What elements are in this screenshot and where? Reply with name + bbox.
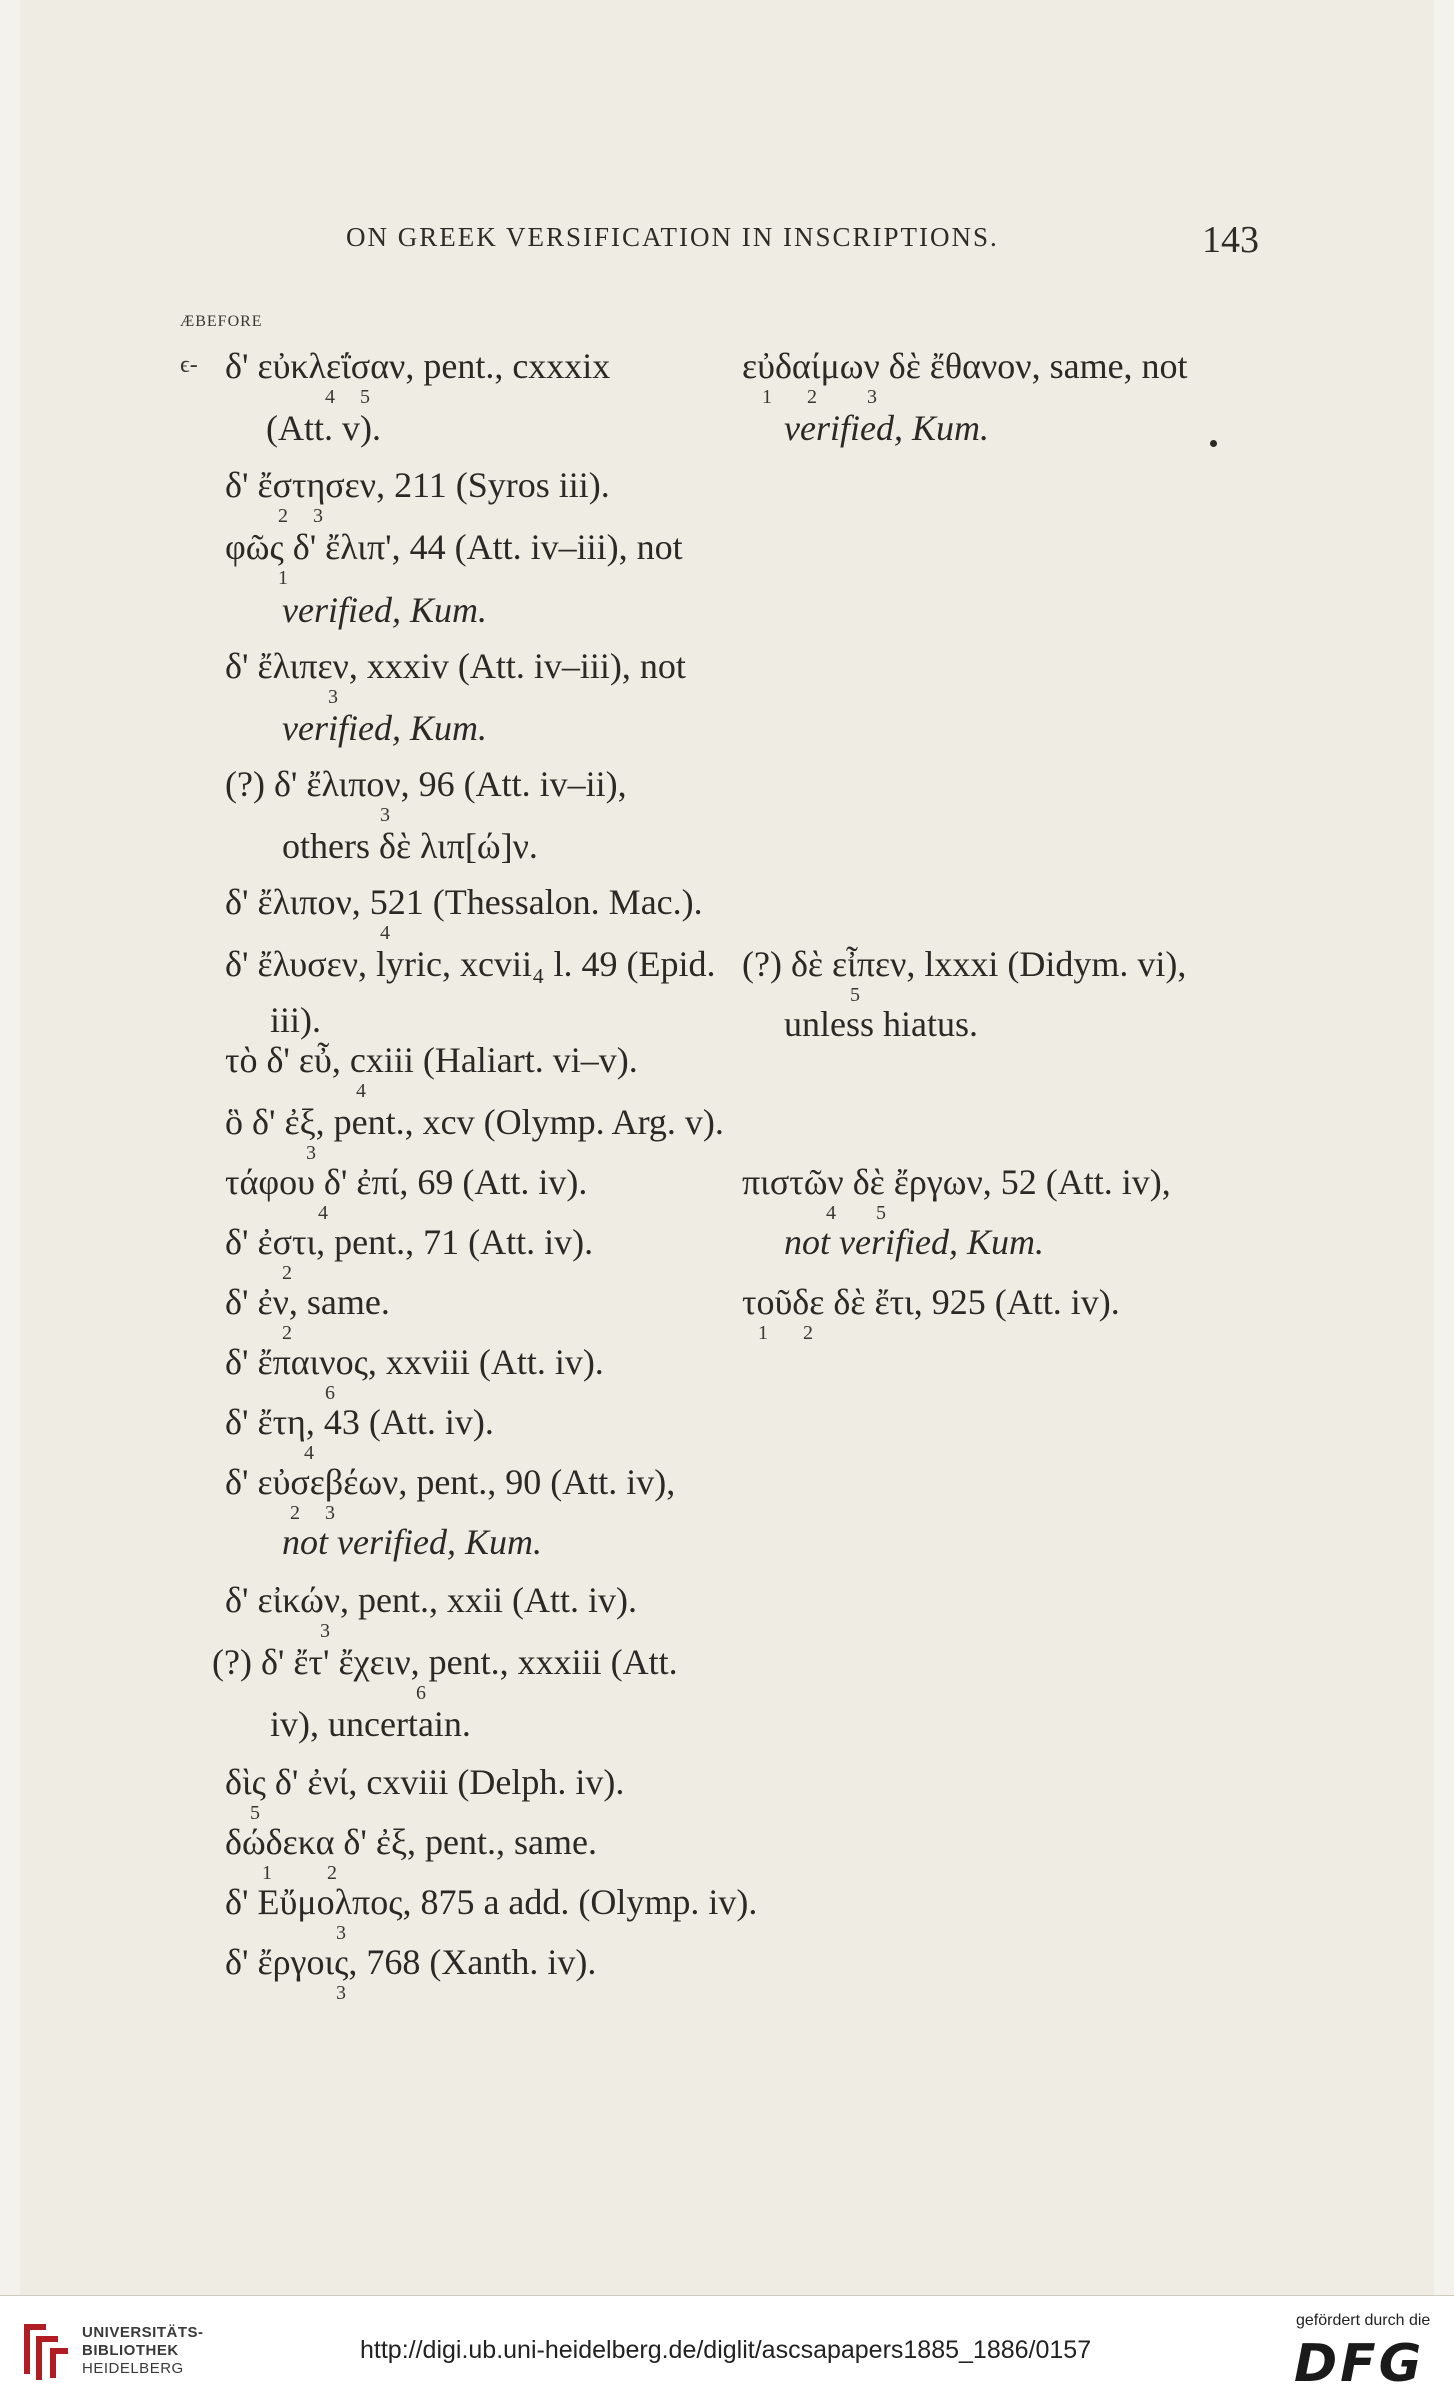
- entry-numbers: 2 3: [278, 505, 323, 527]
- entry-numbers: 4: [356, 1080, 366, 1102]
- entry-numbers: 4: [318, 1202, 328, 1224]
- library-name: [82, 2324, 204, 2378]
- scanned-page: [20, 0, 1434, 2295]
- entry-numbers: 1 2 3: [762, 386, 877, 408]
- footer-bar: [0, 2295, 1454, 2406]
- entry-numbers: 1: [278, 567, 288, 589]
- entry-line: δ' ἔτη, 43 (Att. iv).: [225, 1402, 494, 1442]
- entry-numbers: 4 5: [325, 386, 370, 408]
- university-library-logo-icon: [16, 2318, 74, 2384]
- entry-line: δ' ἐν, same.: [225, 1282, 390, 1322]
- entry-line: τοῦδε δὲ ἔτι, 925 (Att. iv).: [742, 1282, 1120, 1322]
- page-number: 143: [1202, 219, 1259, 261]
- entry-line: not verified, Kum.: [784, 1222, 1044, 1262]
- entry-numbers: 2: [282, 1322, 292, 1344]
- entry-numbers: 4 5: [826, 1202, 886, 1224]
- entry-line: δ' ἔστησεν, 211 (Syros iii).: [225, 465, 610, 505]
- entry-numbers: 3: [336, 1982, 346, 2004]
- ink-speck: [1210, 440, 1217, 447]
- margin-note: ÆBEFORE: [180, 313, 263, 330]
- entry-line: unless hiatus.: [784, 1004, 978, 1044]
- source-url-link[interactable]: http://digi.ub.uni-heidelberg.de/diglit/ascsapapers1885_1886/0157: [360, 2336, 1092, 2364]
- entry-numbers: 2 3: [290, 1502, 335, 1524]
- entry-line: ὃ δ' ἐξ, pent., xcv (Olymp. Arg. v).: [225, 1102, 724, 1142]
- entry-line: δώδεκα δ' ἐξ, pent., same.: [225, 1822, 597, 1862]
- entry-numbers: 3: [336, 1922, 346, 1944]
- entry-numbers: 4: [380, 922, 390, 944]
- entry-line: δ' εὐσεβέων, pent., 90 (Att. iv),: [225, 1462, 676, 1502]
- entry-line: εὐδαίμων δὲ ἔθανον, same, not: [742, 346, 1188, 386]
- entry-numbers: 6: [416, 1682, 426, 1704]
- entry-numbers: 5: [250, 1802, 260, 1824]
- entry-line: (?) δὲ εἶπεν, lxxxi (Didym. vi),: [742, 944, 1187, 984]
- entry-line: τὸ δ' εὖ, cxiii (Haliart. vi–v).: [225, 1040, 638, 1080]
- entry-numbers: 6: [325, 1382, 335, 1404]
- library-name-line: UNIVERSITÄTS-: [82, 2324, 204, 2341]
- entry-line: δ' εὐκλεΐσαν, pent., cxxxix: [225, 346, 611, 386]
- entry-numbers: 3: [306, 1142, 316, 1164]
- entry-line: πιστῶν δὲ ἔργων, 52 (Att. iv),: [742, 1162, 1171, 1202]
- entry-line: δ' Εὔμολπος, 875 a add. (Olymp. iv).: [225, 1882, 758, 1922]
- entry-line: δὶς δ' ἐνί, cxviii (Delph. iv).: [225, 1762, 625, 1802]
- sponsor-note: gefördert durch die: [1296, 2312, 1431, 2329]
- entry-line: φῶς δ' ἔλιπ', 44 (Att. iv–iii), not: [225, 527, 683, 567]
- entry-line: τάφου δ' ἐπί, 69 (Att. iv).: [225, 1162, 588, 1202]
- entry-line: δ' ἔλιπον, 521 (Thessalon. Mac.).: [225, 882, 703, 922]
- entry-numbers: 3: [328, 686, 338, 708]
- entry-numbers: 1 2: [262, 1862, 337, 1884]
- entry-numbers: 4: [304, 1442, 314, 1464]
- dfg-logo: DFG: [1294, 2334, 1425, 2394]
- library-name-line: HEIDELBERG: [82, 2360, 184, 2377]
- entry-numbers: 3: [380, 804, 390, 826]
- entry-line: δ' ἔλιπεν, xxxiv (Att. iv–iii), not: [225, 646, 686, 686]
- entry-numbers: 1 2: [758, 1322, 813, 1344]
- entry-line: iv), uncertain.: [270, 1704, 471, 1744]
- entry-line: verified, Kum.: [282, 708, 487, 748]
- entry-line: verified, Kum.: [784, 408, 989, 448]
- entry-line: iii).: [270, 1000, 321, 1040]
- entry-line: (?) δ' ἔτ' ἔχειν, pent., xxxiii (Att.: [212, 1642, 678, 1682]
- entry-line: (?) δ' ἔλιπον, 96 (Att. iv–ii),: [225, 764, 627, 804]
- entry-line: verified, Kum.: [282, 590, 487, 630]
- library-name-line: BIBLIOTHEK: [82, 2342, 179, 2359]
- entry-numbers: 2: [282, 1262, 292, 1284]
- entry-numbers: 5: [850, 984, 860, 1006]
- entry-line: δ' ἔλυσεν, lyric, xcvii₄ l. 49 (Epid.: [225, 944, 716, 984]
- entry-line: δ' ἔπαινος, xxviii (Att. iv).: [225, 1342, 604, 1382]
- entry-numbers: 3: [320, 1620, 330, 1642]
- entry-line: others δὲ λιπ[ώ]ν.: [282, 826, 538, 866]
- entry-line: not verified, Kum.: [282, 1522, 542, 1562]
- entry-line: δ' ἐστι, pent., 71 (Att. iv).: [225, 1222, 594, 1262]
- running-title: ON GREEK VERSIFICATION IN INSCRIPTIONS.: [346, 222, 999, 252]
- margin-tag: ϵ-: [180, 352, 198, 378]
- entry-line: δ' εἰκών, pent., xxii (Att. iv).: [225, 1580, 638, 1620]
- entry-line: δ' ἔργοις, 768 (Xanth. iv).: [225, 1942, 597, 1982]
- entry-line: (Att. v).: [266, 408, 381, 448]
